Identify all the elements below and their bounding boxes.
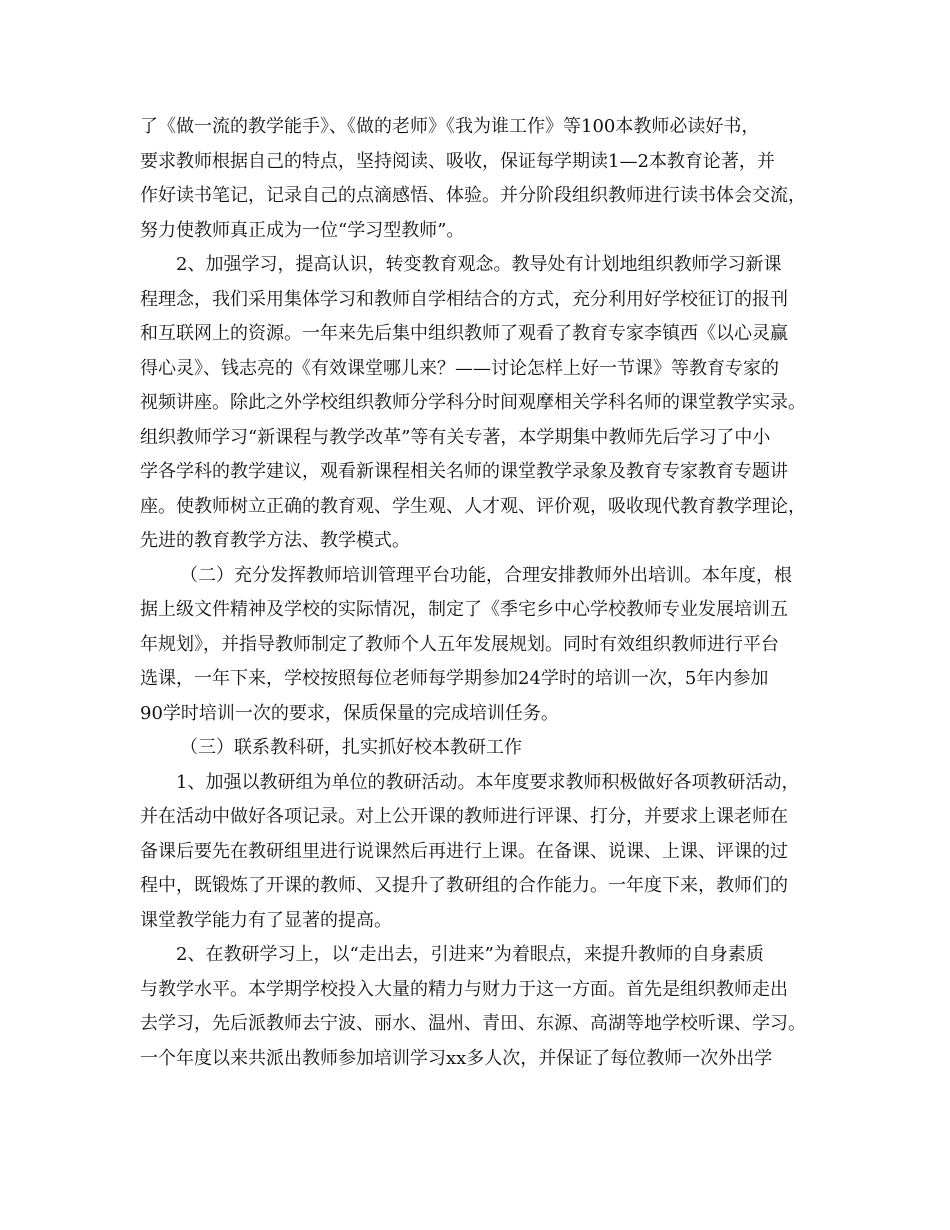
text-line: 90学时培训一次的要求，保质保量的完成培训任务。: [140, 702, 559, 724]
paragraph-start-line: 2、加强学习，提高认识，转变教育观念。教导处有计划地组织教师学习新课: [176, 254, 782, 275]
text-line: 作好读书笔记，记录自己的点滴感悟、体验。并分阶段组织教师进行读书体会交流，: [140, 185, 806, 206]
paragraph-start-line: 1、加强以教研组为单位的教研活动。本年度要求教师积极做好各项教研活动，: [176, 771, 800, 793]
section-heading-line: （二）充分发挥教师培训管理平台功能，合理安排教师外出培训。本年度，根: [180, 564, 792, 586]
text-line: 视频讲座。除此之外学校组织教师分学科分时间观摩相关学科名师的课堂教学实录。: [140, 392, 806, 413]
text-line: 要求教师根据自己的特点，坚持阅读、吸收，保证每学期读1—2本教育论著，并: [140, 150, 775, 172]
text-line: 组织教师学习“新课程与教学改革”等有关专著，本学期集中教师先后学习了中小: [140, 426, 771, 448]
text-line: 年规划》，并指导教师制定了教师个人五年发展规划。同时有效组织教师进行平台: [140, 633, 779, 655]
text-line: 备课后要先在教研组里进行说课然后再进行上课。在备课、说课、上课、评课的过: [140, 840, 788, 862]
text-line: 去学习，先后派教师去宁波、丽水、温州、青田、东源、高湖等地学校听课、学习。: [140, 1013, 806, 1034]
text-line: 努力使教师真正成为一位“学习型教师”。: [140, 219, 465, 241]
text-line: 得心灵》、钱志亮的《有效课堂哪儿来？——讨论怎样上好一节课》等教育专家的: [140, 357, 779, 379]
section-heading-line: （三）联系教科研，扎实抓好校本教研工作: [180, 737, 522, 758]
paragraph-start-line: 2、在教研学习上，以“走出去，引进来”为着眼点，来提升教师的自身素质: [176, 944, 764, 965]
text-line: 了《做一流的教学能手》、《做的老师》《我为谁工作》等100本教师必读好书，: [140, 116, 760, 137]
text-line: 选课，一年下来，学校按照每位老师每学期参加24学时的培训一次，5年内参加: [140, 668, 769, 689]
text-line: 据上级文件精神及学校的实际情况，制定了《季宅乡中心学校教师专业发展培训五: [140, 599, 788, 620]
text-line: 座。使教师树立正确的教育观、学生观、人才观、评价观，吸收现代教育教学理论，: [140, 495, 806, 517]
text-line: 和互联网上的资源。一年来先后集中组织教师了观看了教育专家李镇西《以心灵赢: [140, 323, 788, 344]
text-line: 课堂教学能力有了显著的提高。: [140, 909, 392, 931]
text-line: 并在活动中做好各项记录。对上公开课的教师进行评课、打分，并要求上课老师在: [140, 806, 788, 827]
text-line: 学各学科的教学建议，观看新课程相关名师的课堂教学录象及教育专家教育专题讲: [140, 461, 788, 482]
text-line: 一个年度以来共派出教师参加培训学习xx多人次，并保证了每位教师一次外出学: [140, 1047, 773, 1069]
text-line: 程理念，我们采用集体学习和教师自学相结合的方式，充分利用好学校征订的报刊: [140, 288, 788, 310]
text-line: 与教学水平。本学期学校投入大量的精力与财力于这一方面。首先是组织教师走出: [140, 978, 788, 1000]
text-line: 程中，既锻炼了开课的教师、又提升了教研组的合作能力。一年度下来，教师们的: [140, 875, 788, 896]
text-line: 先进的教育教学方法、教学模式。: [140, 530, 410, 551]
document-body: [140, 110, 830, 1076]
